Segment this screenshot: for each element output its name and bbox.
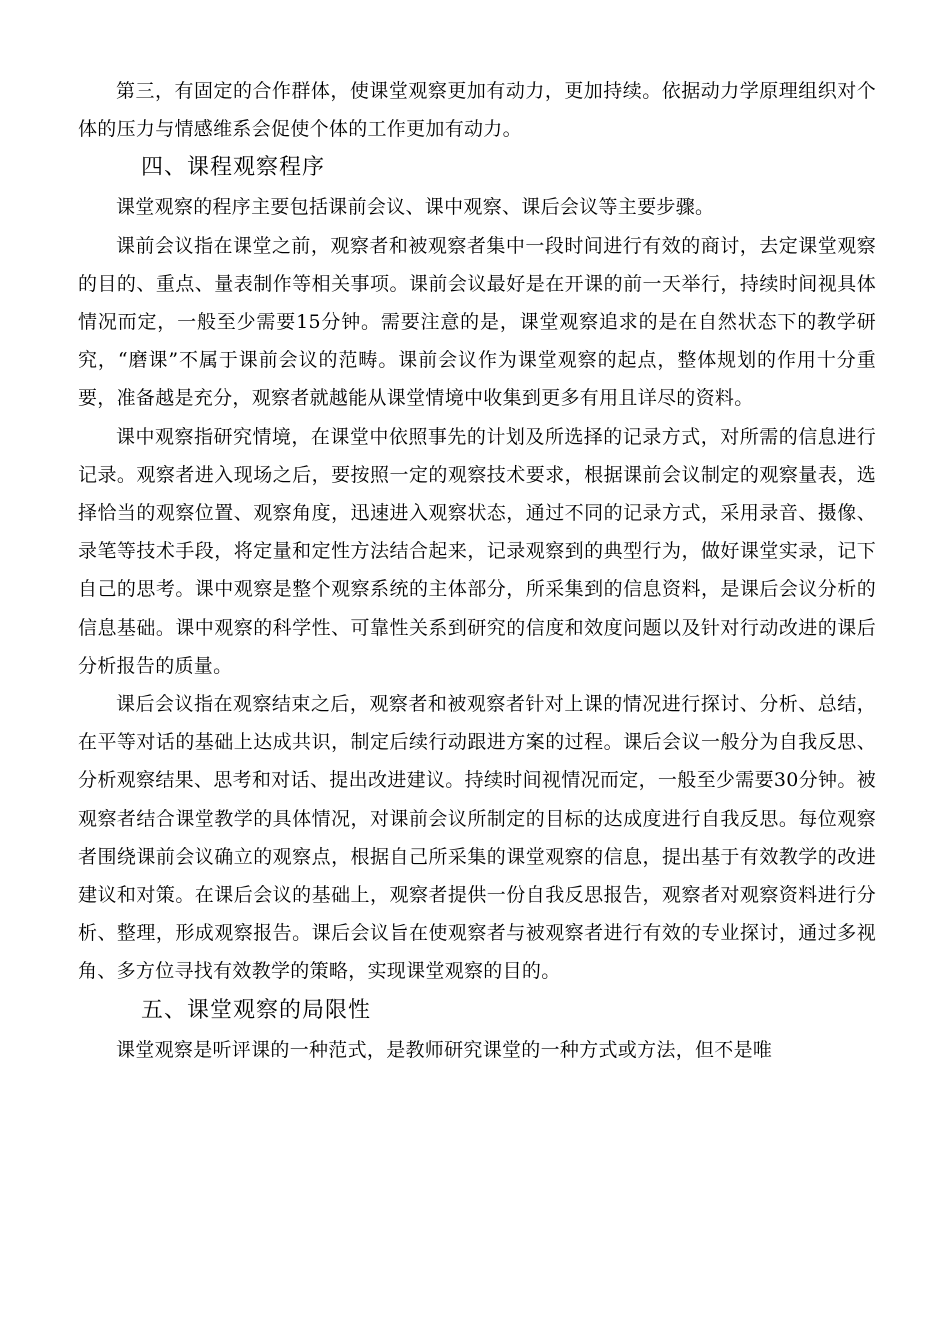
paragraph-procedure-overview: 课堂观察的程序主要包括课前会议、课中观察、课后会议等主要步骤。 bbox=[116, 196, 715, 219]
section-heading-limitations: 五、课堂观察的局限性 bbox=[141, 997, 372, 1023]
section-heading-observation-procedure: 四、课程观察程序 bbox=[141, 155, 326, 181]
paragraph-pre-class-meeting: 课前会议指在课堂之前，观察者和被观察者集中一段时间进行有效的商讨，去定课堂观察的目的、重点、量表制作等相关事项。课前会议最好是在开课的前一天举行，持续时间视具体情况而定，一般至少需要15分钟。需要注意的是，课堂观察追求的是在自然状态下的教学研究，“磨课”不属于课前会议的范畴。课前会议作为课堂观察的起点，整体规划的作用十分重要，准备越是充分，观察者就越能从课堂情境中收集到更多有用且详尽的资料。 bbox=[78, 234, 876, 410]
paragraph-post-class-meeting: 课后会议指在观察结束之后，观察者和被观察者针对上课的情况进行探讨、分析、总结，在平等对话的基础上达成共识，制定后续行动跟进方案的过程。课后会议一般分为自我反思、分析观察结果、思考和对话、提出改进建议。持续时间视情况而定，一般至少需要30分钟。被观察者结合课堂教学的具体情况，对课前会议所制定的目标的达成度进行自我反思。每位观察者围绕课前会议确立的观察点，根据自己所采集的课堂观察的信息，提出基于有效教学的改进建议和对策。在课后会议的基础上，观察者提供一份自我反思报告，观察者对观察资料进行分析、整理，形成观察报告。课后会议旨在使观察者与被观察者进行有效的专业探讨，通过多视角、多方位寻找有效教学的策略，实现课堂观察的目的。 bbox=[78, 693, 876, 983]
document-body bbox=[78, 72, 876, 1069]
paragraph-cooperative-group: 第三，有固定的合作群体，使课堂观察更加有动力，更加持续。依据动力学原理组织对个体的压力与情感维系会促使个体的工作更加有动力。 bbox=[78, 80, 876, 141]
paragraph-limitations-intro: 课堂观察是听评课的一种范式，是教师研究课堂的一种方式或方法，但不是唯 bbox=[116, 1038, 773, 1061]
paragraph-in-class-observation: 课中观察指研究情境，在课堂中依照事先的计划及所选择的记录方式，对所需的信息进行记录。观察者进入现场之后，要按照一定的观察技术要求，根据课前会议制定的观察量表，选择恰当的观察位置、观察角度，迅速进入观察状态，通过不同的记录方式，采用录音、摄像、录笔等技术手段，将定量和定性方法结合起来，记录观察到的典型行为，做好课堂实录，记下自己的思考。课中观察是整个观察系统的主体部分，所采集到的信息资料，是课后会议分析的信息基础。课中观察的科学性、可靠性关系到研究的信度和效度问题以及针对行动改进的课后分析报告的质量。 bbox=[78, 425, 876, 677]
